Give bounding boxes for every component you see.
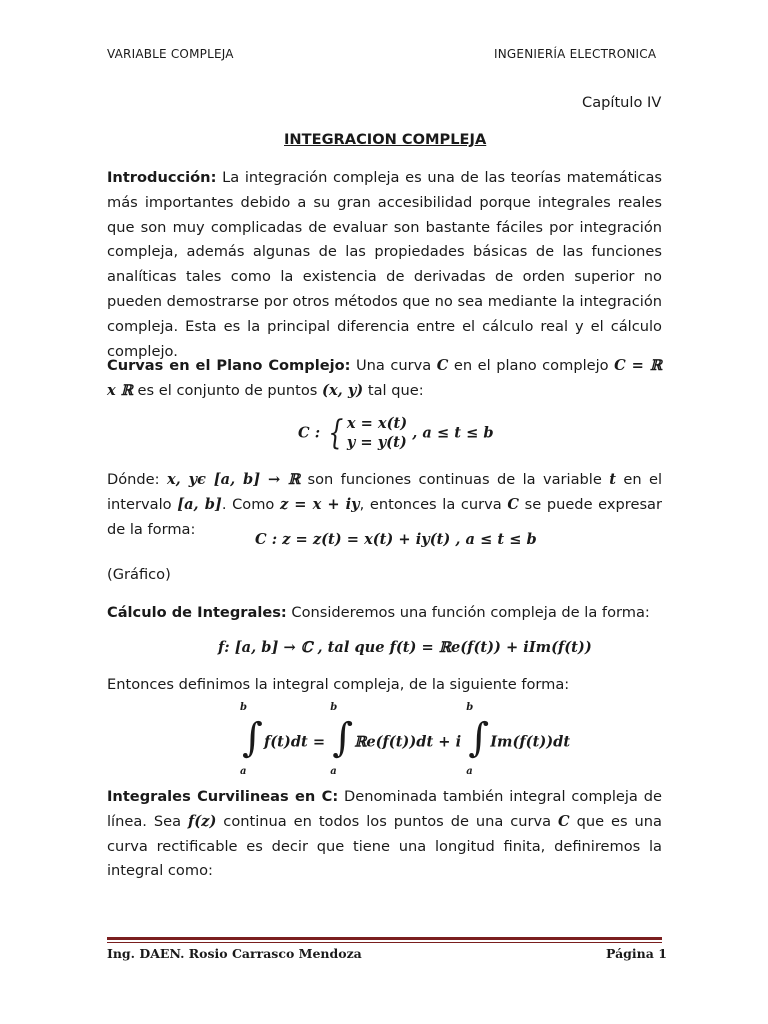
- footer-author: Ing. DAEN. Rosio Carrasco Mendoza: [107, 946, 362, 961]
- left-brace-icon: {: [328, 413, 344, 453]
- integral-sign-icon: ∫: [242, 715, 263, 761]
- eq-param-system: [347, 414, 407, 452]
- intro-paragraph: [107, 166, 662, 364]
- integral-term-2: ℝe(f(t))dt + i: [354, 733, 462, 751]
- equation-integral: [240, 702, 571, 777]
- page-title: INTEGRACION COMPLEJA: [284, 131, 487, 148]
- curvas-text-1: Una curva: [350, 357, 437, 374]
- curve-symbol-3: C: [558, 812, 570, 830]
- equation-f: f: [a, b] → ℂ , tal que f(t) = ℝe(f(t)) + iIm(f(t)): [218, 639, 592, 656]
- calculo-paragraph: [107, 601, 662, 626]
- eq-param-line-1: x = x(t): [346, 415, 408, 432]
- curvas-text-3: es el conjunto de puntos: [132, 381, 323, 399]
- calculo-text: Consideremos una función compleja de la forma:: [286, 604, 650, 621]
- eq-param-range: , a ≤ t ≤ b: [412, 424, 494, 442]
- lower-limit-3: a: [466, 766, 473, 777]
- interval-ab: [a, b]: [177, 495, 222, 513]
- eq-param-line-2: y = y(t): [346, 434, 407, 451]
- curvilineas-text-1: Denominada también integral compleja de línea. Sea: [107, 788, 662, 830]
- footer-rule-thick: [107, 937, 662, 940]
- lower-limit-1: a: [240, 766, 247, 777]
- donde-text-6: se puede expresar de la forma:: [107, 495, 662, 538]
- integral-2: [330, 702, 354, 777]
- donde-functions: x, yϵ [a, b] → ℝ: [166, 471, 301, 488]
- header-left: VARIABLE COMPLEJA: [107, 47, 234, 61]
- upper-limit-3: b: [466, 702, 474, 713]
- curve-symbol-2: C: [507, 495, 519, 513]
- entonces-text: Entonces definimos la integral compleja, de la siguiente forma:: [107, 676, 570, 693]
- integral-sign-icon: ∫: [468, 715, 490, 761]
- header-right: INGENIERÍA ELECTRONICA: [494, 47, 657, 61]
- integral-sign-icon: ∫: [332, 715, 354, 761]
- function-fz: f(z): [187, 812, 217, 830]
- intro-label: Introducción:: [107, 169, 217, 186]
- donde-text-5: , entonces la curva: [359, 495, 508, 513]
- upper-limit-2: b: [330, 702, 338, 713]
- equation-z: C : z = z(t) = x(t) + iy(t) , a ≤ t ≤ b: [255, 531, 537, 548]
- curvilineas-paragraph: [107, 785, 662, 884]
- upper-limit-1: b: [240, 702, 247, 713]
- curvilineas-text-3: que es una curva rectificable es decir que tiene una longitud finita, definiremos la integral como:: [107, 812, 662, 880]
- point-xy: (x, y): [322, 381, 364, 399]
- curvas-paragraph: [107, 354, 662, 404]
- complex-plane-expr: C = ℝ x ℝ: [107, 357, 662, 399]
- footer-rule-thin: [107, 942, 662, 943]
- donde-text-4: . Como: [221, 495, 280, 513]
- donde-text-3: en el intervalo: [107, 471, 662, 513]
- equation-parametric: [298, 414, 494, 452]
- z-definition: z = x + iy: [279, 495, 360, 513]
- donde-text-1: Dónde:: [107, 471, 167, 488]
- lower-limit-2: a: [330, 766, 337, 777]
- curvas-text-4: tal que:: [363, 381, 424, 399]
- curvilineas-label: Integrales Curvilineas en C:: [107, 788, 339, 805]
- grafico-placeholder: (Gráfico): [107, 566, 171, 583]
- variable-t: t: [609, 471, 616, 488]
- curvas-label: Curvas en el Plano Complejo:: [107, 357, 351, 374]
- integral-1: [240, 702, 264, 777]
- curve-symbol: C: [436, 357, 449, 374]
- integral-3: [466, 702, 490, 777]
- curvas-text-2: en el plano complejo: [448, 357, 615, 374]
- integral-term-3: Im(f(t))dt: [490, 733, 571, 751]
- donde-text-2: son funciones continuas de la variable: [300, 471, 610, 488]
- footer-page-number: Página 1: [606, 946, 667, 961]
- curvilineas-text-2: continua en todos los puntos de una curva: [216, 812, 559, 830]
- eq-param-lhs: C :: [298, 424, 321, 442]
- intro-text: La integración compleja es una de las teorías matemáticas más importantes debido a su gran accesibilidad porque integrales reales que son muy complicadas de evaluar son bastante fáciles por integración compleja, además algunas de las propiedades básicas de las funciones analíticas tales como la existencia de derivadas de orden superior no pueden demostrarse por otros métodos que no sea mediante la integración compleja. Esta es la principal diferencia entre el cálculo real y el cálculo complejo.: [107, 169, 662, 360]
- integral-term-1: f(t)dt =: [264, 733, 326, 751]
- chapter-label: Capítulo IV: [582, 94, 662, 111]
- calculo-label: Cálculo de Integrales:: [107, 604, 287, 621]
